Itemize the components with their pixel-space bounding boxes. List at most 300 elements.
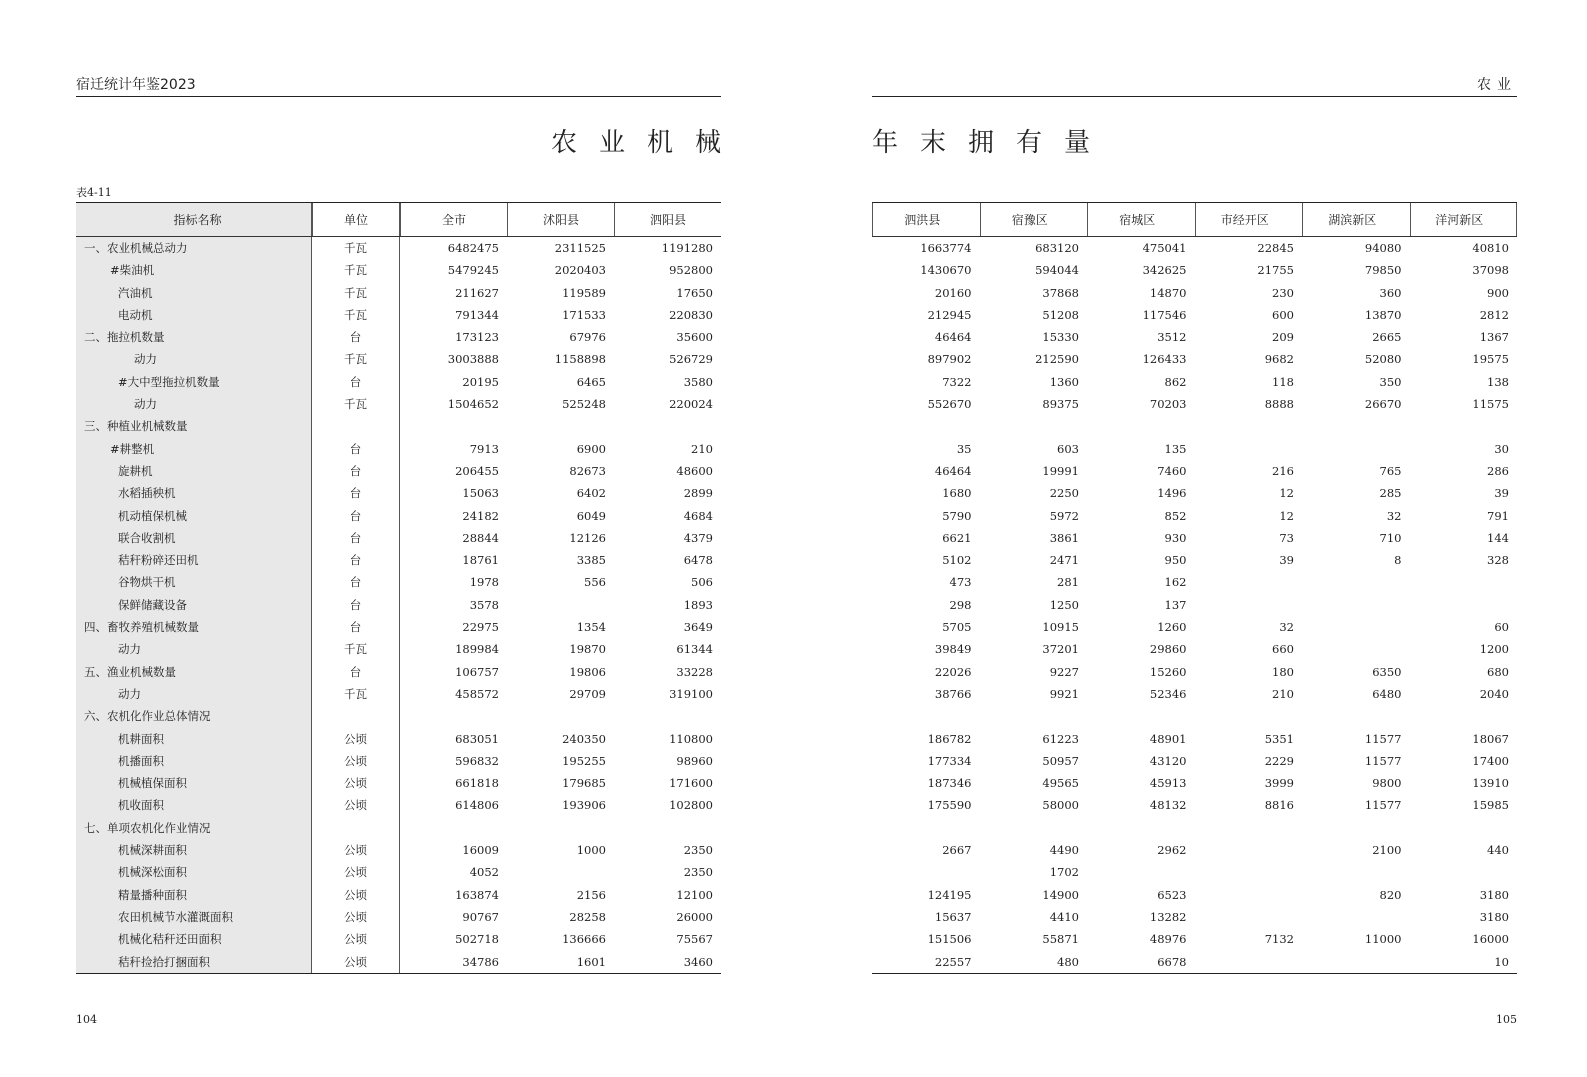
value-cell	[872, 705, 980, 727]
value-cell	[507, 415, 614, 437]
value-cell: 137	[1164, 597, 1187, 612]
value-cell: 6678	[1157, 954, 1187, 969]
value-cell: 5479245	[447, 263, 499, 278]
left-page	[76, 0, 743, 1077]
value-cell: 6482475	[447, 241, 499, 255]
value-cell: 4410	[1049, 909, 1079, 924]
value-cell	[872, 817, 980, 839]
value-cell	[1302, 705, 1410, 727]
value-cell: 12100	[676, 887, 713, 902]
value-cell: 37201	[1042, 642, 1079, 657]
value-cell: 791344	[455, 307, 499, 322]
header-column: 洋河新区	[1410, 203, 1518, 236]
row-indicator-name: 谷物烘干机	[76, 571, 312, 593]
value-cell: 475041	[1142, 241, 1187, 255]
value-cell	[1410, 571, 1518, 593]
value-cell: 2020403	[554, 263, 606, 278]
value-cell: 61223	[1042, 731, 1079, 746]
table-row	[872, 683, 1517, 705]
table-row	[872, 616, 1517, 638]
value-cell: 220830	[669, 307, 713, 322]
value-cell: 6621	[942, 530, 972, 545]
row-unit: 千瓦	[312, 638, 400, 660]
table-row	[76, 839, 721, 861]
value-cell	[507, 594, 614, 616]
value-cell	[1195, 817, 1303, 839]
value-cell: 614806	[455, 798, 499, 813]
value-cell: 3999	[1264, 776, 1294, 791]
value-cell: 21755	[1257, 263, 1294, 278]
value-cell: 1158898	[554, 352, 606, 367]
value-cell: 187346	[927, 776, 972, 791]
row-unit: 公顷	[312, 861, 400, 883]
value-cell: 440	[1487, 843, 1509, 858]
value-cell: 138	[1487, 374, 1509, 389]
value-cell: 28258	[569, 909, 606, 924]
value-cell: 852	[1164, 508, 1187, 523]
value-cell: 2100	[1372, 843, 1402, 858]
value-cell: 3861	[1049, 530, 1079, 545]
value-cell	[1410, 415, 1518, 437]
value-cell: 6480	[1372, 686, 1402, 701]
value-cell: 1663774	[920, 241, 972, 255]
row-indicator-name: 电动机	[76, 304, 312, 326]
row-unit: 台	[312, 571, 400, 593]
row-indicator-name: 四、畜牧养殖机械数量	[76, 616, 312, 638]
table-row	[76, 683, 721, 705]
table-row	[872, 393, 1517, 415]
value-cell	[1195, 951, 1303, 973]
value-cell: 119589	[562, 285, 606, 300]
value-cell: 26000	[676, 909, 713, 924]
page-number-left: 104	[76, 1013, 97, 1026]
table-row	[872, 326, 1517, 348]
row-indicator-name: 动力	[76, 393, 312, 415]
value-cell: 710	[1379, 530, 1402, 545]
value-cell: 285	[1379, 486, 1402, 501]
value-cell	[1410, 817, 1518, 839]
row-indicator-name: 动力	[76, 638, 312, 660]
value-cell	[614, 817, 721, 839]
table-row	[872, 415, 1517, 437]
table-header-left	[76, 203, 721, 237]
data-table-right	[872, 202, 1517, 974]
value-cell: 230	[1272, 285, 1294, 300]
header-unit: 单位	[312, 203, 400, 236]
row-indicator-name: 机械深耕面积	[76, 839, 312, 861]
page-number-right: 105	[1496, 1013, 1517, 1026]
value-cell: 506	[691, 575, 713, 590]
value-cell: 2471	[1049, 553, 1079, 568]
table-row	[76, 393, 721, 415]
value-cell: 38766	[934, 686, 972, 701]
table-body-right	[872, 237, 1517, 973]
value-cell	[980, 415, 1088, 437]
value-cell: 5351	[1264, 731, 1294, 746]
row-indicator-name: 精量播种面积	[76, 884, 312, 906]
value-cell: 186782	[927, 731, 972, 746]
value-cell: 18761	[462, 553, 499, 568]
row-indicator-name: 五、渔业机械数量	[76, 661, 312, 683]
row-unit	[312, 817, 400, 839]
value-cell: 9227	[1049, 664, 1079, 679]
table-row	[76, 549, 721, 571]
value-cell: 5705	[942, 620, 972, 635]
table-row	[872, 839, 1517, 861]
table-row	[872, 750, 1517, 772]
value-cell: 173123	[455, 330, 499, 345]
value-cell: 5972	[1049, 508, 1079, 523]
value-cell: 28844	[462, 530, 499, 545]
value-cell: 862	[1164, 374, 1187, 389]
header-column: 全市	[400, 203, 507, 236]
row-indicator-name: 机械化秸秆还田面积	[76, 928, 312, 950]
row-unit: 台	[312, 505, 400, 527]
value-cell: 950	[1164, 553, 1187, 568]
value-cell: 7913	[469, 441, 499, 456]
value-cell: 480	[1057, 954, 1079, 969]
value-cell: 1250	[1049, 597, 1079, 612]
value-cell: 1601	[576, 954, 606, 969]
value-cell	[1302, 638, 1410, 660]
value-cell: 32	[1279, 620, 1294, 635]
table-row	[76, 259, 721, 281]
table-row	[76, 482, 721, 504]
value-cell: 765	[1379, 463, 1402, 478]
table-row	[872, 348, 1517, 370]
row-indicator-name: 六、农机化作业总体情况	[76, 705, 312, 727]
value-cell: 210	[1272, 686, 1294, 701]
value-cell: 3512	[1157, 330, 1187, 345]
row-indicator-name: 三、种植业机械数量	[76, 415, 312, 437]
value-cell: 7460	[1157, 463, 1187, 478]
row-indicator-name: 机械植保面积	[76, 772, 312, 794]
value-cell: 212945	[927, 307, 972, 322]
value-cell: 22975	[462, 620, 499, 635]
table-title-part-2: 年末拥有量	[872, 128, 1113, 158]
value-cell: 58000	[1042, 798, 1079, 813]
table-row	[76, 594, 721, 616]
value-cell: 458572	[455, 686, 499, 701]
value-cell: 897902	[927, 352, 972, 367]
table-row	[76, 505, 721, 527]
table-row	[872, 906, 1517, 928]
value-cell	[1195, 705, 1303, 727]
table-row	[76, 951, 721, 973]
row-indicator-name: #柴油机	[76, 259, 312, 281]
value-cell: 117546	[1142, 307, 1187, 322]
value-cell: 8816	[1264, 798, 1294, 813]
row-indicator-name: 动力	[76, 683, 312, 705]
table-row	[76, 817, 721, 839]
value-cell: 11575	[1472, 397, 1509, 412]
value-cell: 60	[1494, 620, 1509, 635]
value-cell: 10915	[1042, 620, 1079, 635]
value-cell: 89375	[1042, 397, 1079, 412]
header-indicator-name: 指标名称	[76, 203, 312, 236]
value-cell: 19870	[569, 642, 606, 657]
row-indicator-name: 机动植保机械	[76, 505, 312, 527]
row-unit: 千瓦	[312, 237, 400, 259]
value-cell: 2899	[683, 486, 713, 501]
value-cell: 1893	[683, 597, 713, 612]
table-row	[76, 906, 721, 928]
value-cell: 61344	[676, 642, 713, 657]
value-cell: 18067	[1472, 731, 1509, 746]
row-unit: 台	[312, 527, 400, 549]
value-cell: 15985	[1472, 798, 1509, 813]
value-cell: 9800	[1372, 776, 1402, 791]
value-cell: 195255	[562, 753, 606, 768]
row-unit: 台	[312, 549, 400, 571]
value-cell	[1410, 594, 1518, 616]
row-unit: 公顷	[312, 772, 400, 794]
row-indicator-name: #耕整机	[76, 438, 312, 460]
value-cell: 75567	[676, 932, 713, 947]
running-head-left: 宿迁统计年鉴2023	[76, 74, 721, 97]
value-cell: 34786	[462, 954, 499, 969]
table-row	[76, 348, 721, 370]
value-cell: 3003888	[447, 352, 499, 367]
table-row	[872, 794, 1517, 816]
table-row	[872, 571, 1517, 593]
value-cell: 13870	[1364, 307, 1402, 322]
value-cell: 126433	[1142, 352, 1187, 367]
value-cell: 19806	[569, 664, 606, 679]
value-cell: 46464	[934, 463, 972, 478]
value-cell	[1302, 817, 1410, 839]
table-title-part-1: 农业机械	[550, 128, 743, 158]
value-cell	[1195, 906, 1303, 928]
value-cell: 19575	[1472, 352, 1509, 367]
row-unit: 千瓦	[312, 304, 400, 326]
value-cell: 3649	[683, 620, 713, 635]
value-cell: 15637	[934, 909, 972, 924]
value-cell	[980, 817, 1088, 839]
value-cell: 6465	[576, 374, 606, 389]
table-row	[76, 282, 721, 304]
value-cell: 10	[1494, 954, 1509, 969]
row-unit: 台	[312, 326, 400, 348]
row-indicator-name: 机械深松面积	[76, 861, 312, 883]
table-row	[872, 371, 1517, 393]
value-cell: 240350	[562, 731, 606, 746]
value-cell	[614, 705, 721, 727]
value-cell	[1302, 415, 1410, 437]
value-cell: 180	[1272, 664, 1294, 679]
table-row	[872, 951, 1517, 973]
value-cell: 13282	[1149, 909, 1187, 924]
value-cell: 9921	[1049, 686, 1079, 701]
table-row	[872, 438, 1517, 460]
value-cell: 1360	[1049, 374, 1079, 389]
value-cell: 660	[1272, 642, 1294, 657]
value-cell: 342625	[1142, 263, 1187, 278]
value-cell: 594044	[1035, 263, 1079, 278]
value-cell	[1302, 906, 1410, 928]
value-cell: 11000	[1364, 932, 1402, 947]
table-row	[872, 884, 1517, 906]
value-cell: 82673	[569, 463, 606, 478]
value-cell: 179685	[562, 776, 606, 791]
value-cell: 33228	[676, 664, 713, 679]
value-cell: 1978	[469, 575, 499, 590]
data-table-left	[76, 202, 721, 974]
value-cell	[1302, 571, 1410, 593]
value-cell: 930	[1164, 530, 1187, 545]
table-row	[76, 571, 721, 593]
right-page	[872, 0, 1517, 1077]
value-cell: 37098	[1472, 263, 1509, 278]
value-cell	[507, 861, 614, 883]
row-unit: 千瓦	[312, 259, 400, 281]
row-unit: 台	[312, 616, 400, 638]
value-cell: 15063	[462, 486, 499, 501]
value-cell: 162	[1164, 575, 1187, 590]
value-cell: 1000	[576, 843, 606, 858]
row-indicator-name: 旋耕机	[76, 460, 312, 482]
value-cell	[1087, 415, 1195, 437]
table-row	[76, 794, 721, 816]
value-cell	[1195, 438, 1303, 460]
value-cell: 552670	[927, 397, 972, 412]
row-unit: 公顷	[312, 951, 400, 973]
running-head-right: 农业	[872, 74, 1517, 97]
value-cell: 14900	[1042, 887, 1079, 902]
row-unit: 台	[312, 482, 400, 504]
table-row	[76, 661, 721, 683]
table-row	[76, 304, 721, 326]
value-cell: 319100	[669, 686, 713, 701]
value-cell: 189984	[455, 642, 499, 657]
value-cell: 48901	[1149, 731, 1187, 746]
value-cell: 212590	[1035, 352, 1079, 367]
value-cell: 39	[1494, 486, 1509, 501]
table-row	[76, 772, 721, 794]
value-cell: 24182	[462, 508, 499, 523]
value-cell: 600	[1272, 307, 1294, 322]
row-indicator-name: 机耕面积	[76, 728, 312, 750]
row-indicator-name: 农田机械节水灌溉面积	[76, 906, 312, 928]
value-cell: 171533	[562, 307, 606, 322]
value-cell: 3580	[683, 374, 713, 389]
value-cell: 206455	[455, 463, 499, 478]
row-unit: 千瓦	[312, 348, 400, 370]
table-row	[76, 861, 721, 883]
value-cell: 110800	[669, 731, 713, 746]
value-cell: 39	[1279, 553, 1294, 568]
row-unit: 公顷	[312, 728, 400, 750]
value-cell: 11577	[1364, 753, 1402, 768]
row-indicator-name: 动力	[76, 348, 312, 370]
value-cell: 48600	[676, 463, 713, 478]
row-indicator-name: 秸秆捡拾打捆面积	[76, 951, 312, 973]
value-cell: 29860	[1149, 642, 1187, 657]
value-cell: 1702	[1049, 865, 1079, 880]
value-cell: 136666	[562, 932, 606, 947]
value-cell: 6402	[576, 486, 606, 501]
value-cell: 350	[1379, 374, 1402, 389]
table-row	[76, 371, 721, 393]
value-cell	[872, 415, 980, 437]
value-cell: 526729	[669, 352, 713, 367]
value-cell: 29709	[569, 686, 606, 701]
value-cell	[507, 817, 614, 839]
value-cell	[1195, 594, 1303, 616]
row-indicator-name: 机播面积	[76, 750, 312, 772]
value-cell: 17650	[676, 285, 713, 300]
value-cell	[1302, 951, 1410, 973]
value-cell: 11577	[1364, 798, 1402, 813]
value-cell: 12	[1279, 486, 1294, 501]
value-cell: 49565	[1042, 776, 1079, 791]
value-cell	[980, 705, 1088, 727]
value-cell: 5102	[942, 553, 972, 568]
value-cell: 900	[1487, 285, 1509, 300]
value-cell: 211627	[455, 285, 499, 300]
value-cell: 6049	[576, 508, 606, 523]
value-cell: 209	[1272, 330, 1294, 345]
value-cell: 820	[1379, 887, 1402, 902]
value-cell	[507, 705, 614, 727]
table-row	[76, 638, 721, 660]
value-cell: 73	[1279, 530, 1294, 545]
value-cell: 791	[1487, 508, 1509, 523]
table-row	[76, 527, 721, 549]
value-cell	[1195, 861, 1303, 883]
value-cell	[1087, 861, 1195, 883]
table-row	[76, 415, 721, 437]
value-cell: 683120	[1035, 241, 1079, 255]
value-cell	[1302, 861, 1410, 883]
value-cell: 952800	[669, 263, 713, 278]
value-cell: 26670	[1364, 397, 1402, 412]
row-indicator-name: 水稻插秧机	[76, 482, 312, 504]
table-row	[76, 750, 721, 772]
value-cell: 3578	[469, 597, 499, 612]
value-cell: 8888	[1264, 397, 1294, 412]
value-cell: 40810	[1472, 241, 1509, 255]
value-cell: 3180	[1479, 887, 1509, 902]
value-cell: 2040	[1479, 686, 1509, 701]
row-unit: 千瓦	[312, 282, 400, 304]
table-row	[872, 259, 1517, 281]
value-cell: 12126	[569, 530, 606, 545]
row-unit: 公顷	[312, 794, 400, 816]
value-cell: 70203	[1149, 397, 1187, 412]
value-cell: 6523	[1157, 887, 1187, 902]
value-cell: 603	[1057, 441, 1079, 456]
value-cell: 13910	[1472, 776, 1509, 791]
value-cell: 4684	[683, 508, 713, 523]
row-indicator-name: 二、拖拉机数量	[76, 326, 312, 348]
value-cell: 52346	[1149, 686, 1187, 701]
value-cell: 556	[584, 575, 606, 590]
value-cell: 55871	[1042, 932, 1079, 947]
row-unit: 千瓦	[312, 683, 400, 705]
table-row	[872, 817, 1517, 839]
value-cell: 30	[1494, 441, 1509, 456]
value-cell: 328	[1487, 553, 1509, 568]
value-cell: 79850	[1364, 263, 1402, 278]
value-cell: 7322	[942, 374, 972, 389]
table-row	[872, 527, 1517, 549]
table-row	[76, 728, 721, 750]
row-indicator-name: 汽油机	[76, 282, 312, 304]
value-cell: 20160	[934, 285, 972, 300]
table-row	[872, 728, 1517, 750]
table-row	[76, 326, 721, 348]
